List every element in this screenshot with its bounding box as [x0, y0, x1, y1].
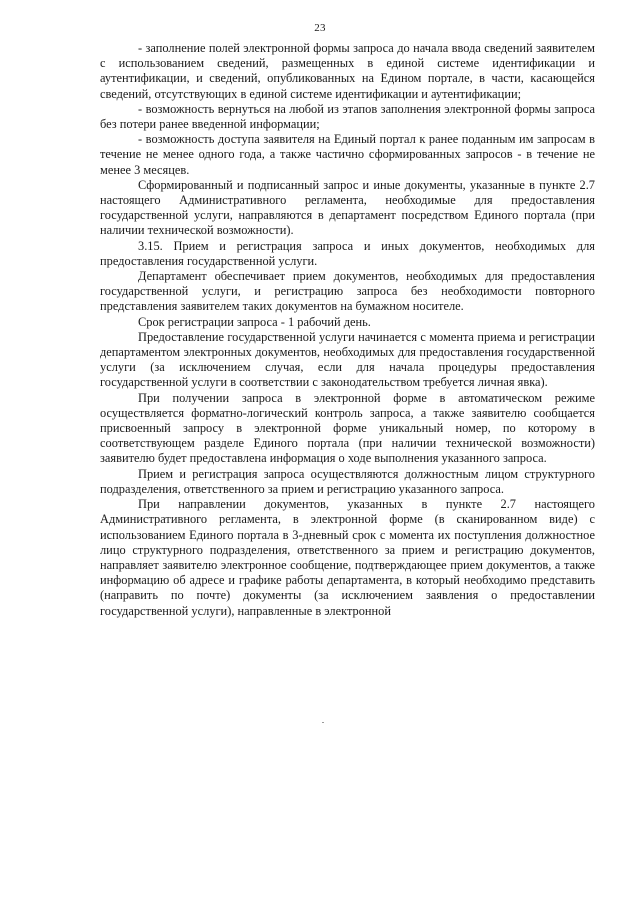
paragraph: При получении запроса в электронной форме в автоматическом режиме осуществляется форматно-логический контроль запроса, а также заявителю сообщается присвоенный запросу в электронной форме уникальный номер, по которому в соответствующем разделе Единого портала (при наличии технической возможности) заявителю будет предоставлена информация о ходе выполнения указанного запроса. — [100, 390, 595, 466]
document-body — [100, 41, 595, 619]
paragraph-dash-item: - заполнение полей электронной формы запроса до начала ввода сведений заявителем с использованием сведений, размещенных в единой системе идентификации и аутентификации, и сведений, опубликованных на Едином портале, в части, касающейся сведений, отсутствующих в единой системе идентификации и аутентификации; — [100, 41, 595, 101]
page-number: 23 — [314, 22, 326, 34]
paragraph-dash-item: - возможность доступа заявителя на Единый портал к ранее поданным им запросам в течение не менее одного года, а также частично сформированных запросов - в течение не менее 3 месяцев. — [100, 132, 595, 177]
paragraph: Департамент обеспечивает прием документов, необходимых для предоставления государственной услуги, и регистрацию запроса без необходимости повторного представления заявителем таких документов на бумажном носителе. — [100, 269, 595, 314]
scan-speck — [322, 722, 324, 723]
paragraph: Прием и регистрация запроса осуществляются должностным лицом структурного подразделения, ответственного за прием и регистрацию указанного запроса. — [100, 466, 595, 496]
paragraph-dash-item: - возможность вернуться на любой из этапов заполнения электронной формы запроса без потери ранее введенной информации; — [100, 101, 595, 132]
paragraph: Предоставление государственной услуги начинается с момента приема и регистрации департаментом электронных документов, необходимых для предоставления государственной услуги (за исключением случая, если для начала процедуры предоставления государственной услуги в соответствии с законодательством требуется личная явка). — [100, 329, 595, 390]
section-heading-paragraph: 3.15. Прием и регистрация запроса и иных документов, необходимых для предоставления государственной услуги. — [100, 238, 595, 268]
paragraph: Срок регистрации запроса - 1 рабочий день. — [138, 314, 371, 329]
paragraph: При направлении документов, указанных в пункте 2.7 настоящего Административного регламента, в электронной форме (в сканированном виде) с использованием Единого портала в 3-дневный срок с момента их поступления должностное лицо структурного подразделения, ответственного за прием и регистрацию документов, направляет заявителю электронное сообщение, подтверждающее прием документов, а также информацию об адресе и графике работы департамента, в который необходимо представить (направить по почте) документы (за исключением заявления о предоставлении государственной услуги), направленные в электронной — [100, 497, 595, 618]
paragraph: Сформированный и подписанный запрос и иные документы, указанные в пункте 2.7 настоящего Административного регламента, необходимые для предоставления государственной услуги, направляются в департамент посредством Единого портала (при наличии технической возможности). — [100, 177, 595, 238]
